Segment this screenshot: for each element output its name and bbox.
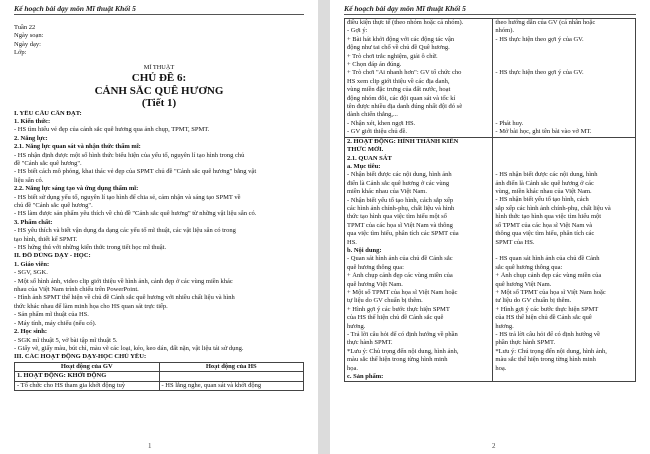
body-line: 2.2. Năng lực sáng tạo và ứng dụng thẩm mĩ: — [14, 185, 139, 193]
hs-content-line: + Một số TPMT của họa sĩ Việt Nam hoặc — [495, 288, 606, 296]
hs-activity-cell: - HS lắng nghe, quan sát và khởi động — [159, 381, 304, 390]
subject-label: MĨ THUẬT — [143, 63, 175, 71]
content-title: b. Nội dung: — [347, 246, 382, 254]
body-line: - HS biết sử dụng yếu tố, nguyên lí tạo hình để chia sẻ, cảm nhận và sáng tạo SPMT về — [14, 193, 241, 201]
hs-line: - HS thực hiện theo gợi ý của GV. — [495, 35, 584, 43]
hs-content-line: + Ảnh chụp cảnh đẹp các vùng miền của — [495, 272, 602, 280]
page-number: 2 — [492, 442, 496, 450]
gv-content-line: quê hương thông qua: — [347, 263, 404, 271]
body-line: - HS hứng thú với những kiến thức trong tiết học mĩ thuật. — [14, 244, 167, 252]
hs-line — [495, 95, 633, 103]
gv-content-line: màu sắc thể hiện trong từng hình minh — [347, 356, 448, 364]
header-divider — [14, 14, 304, 15]
section-title-cell — [345, 137, 493, 382]
gv-goal-line: - Nhận biết được các nội dung, hình ảnh — [347, 171, 452, 179]
body-line: - HS nhận định được một số hình thức biểu hiện của yếu tố, nguyên lí tạo hình trong chủ — [14, 151, 245, 159]
gv-goal-line: miền khác nhau của Việt Nam. — [347, 188, 427, 196]
gv-goal-line: thức tạo hình qua việc tìm hiểu một số — [347, 213, 447, 221]
body-line: 2. Năng lực: — [14, 134, 48, 142]
hs-goal-line: hình thức tạo hình qua việc tìm hiểu một — [495, 213, 602, 221]
hs-content-line: - HS trả lời câu hỏi để có định hướng về — [495, 330, 601, 338]
gv-line: tên được nhiều địa danh đúng nhất đội đó sẽ — [347, 103, 463, 111]
gv-line: + Chọn đáp án đúng. — [347, 61, 402, 69]
gv-goal-line: điển là Cảnh sắc quê hương ở các vùng — [347, 179, 450, 187]
body-line: - Sản phẩm mĩ thuật của HS. — [14, 311, 89, 319]
gv-content-line: thực hành SPMT. — [347, 339, 393, 347]
hs-content-line: - HS quan sát hình ảnh của chủ đề Cảnh — [495, 255, 600, 263]
gv-content-line: - Quan sát hình ảnh của chủ đề Cảnh sắc — [347, 255, 453, 263]
gv-line: - Nhận xét, khen ngợi HS. — [347, 119, 416, 127]
body-line: nhau của Việt Nam trình chiếu trên PowerPoint. — [14, 286, 139, 294]
gv-line: điều kiện thực tế (theo nhóm hoặc cả nhóm). — [347, 19, 464, 26]
gv-content-line: họa. — [347, 364, 359, 372]
body-line: 2. Học sinh: — [14, 328, 48, 336]
hs-line — [495, 53, 633, 61]
gv-line: - GV giới thiệu chủ đề. — [347, 128, 408, 136]
hs-line — [495, 61, 633, 69]
hs-content-line: quê hương Việt Nam. — [495, 280, 552, 288]
body-line: II. ĐỒ DÙNG DẠY - HỌC: — [14, 252, 91, 260]
hs-line — [495, 78, 633, 86]
gv-activity-cell: - Tổ chức cho HS tham gia khởi động tuỳ — [15, 381, 160, 390]
body-line: chủ đề "Cảnh sắc quê hương". — [14, 202, 93, 209]
hs-content-line: tư liệu do GV chuẩn bị thêm. — [495, 297, 572, 305]
body-line: - HS yêu thích và biết vận dụng đa dạng các yếu tố mĩ thuật, các vật liệu sẵn có trong — [14, 227, 236, 235]
gv-content-line: + Ảnh chụp cảnh đẹp các vùng miền của — [347, 272, 453, 280]
hs-goal-line: thông qua việc tìm hiểu, phân tích các — [495, 230, 595, 238]
document-page-1 — [0, 0, 318, 454]
body-line: - SGV, SGK. — [14, 269, 48, 277]
body-line: 1. Kiến thức: — [14, 117, 51, 125]
running-header: Kế hoạch bài dạy môn Mĩ thuật Khối 5 — [344, 4, 466, 13]
hs-content-line: hoạ. — [495, 364, 507, 372]
meta-line: Ngày soạn: — [14, 32, 44, 40]
hs-content-line: của HS thể hiện chủ đề Cảnh sắc quê — [495, 314, 592, 322]
body-line: - Giấy vẽ, giấy màu, bút chì, màu vẽ các loại, kéo, keo dán, đất nặn, vật liệu tái sử dụng. — [14, 344, 244, 352]
page-number: 1 — [148, 442, 152, 450]
body-line: - HS làm được sản phẩm yêu thích về chủ đề "Cảnh sắc quê hương" từ những vật liệu sẵn có. — [14, 210, 257, 218]
body-line: - Một số hình ảnh, video clip giới thiệu về hình ảnh, cảnh đẹp ở các vùng miền khác — [14, 277, 233, 285]
table-header-gv: Hoạt động của GV — [15, 362, 160, 371]
hs-warmup-cell — [493, 19, 636, 138]
gv-content-line: + Hình gợi ý các bước thực hiện SPMT — [347, 305, 450, 313]
page-1-content — [14, 24, 304, 391]
body-line: liệu sẵn có. — [14, 176, 44, 184]
gv-content-line: của HS thể hiện chủ đề Cảnh sắc quê — [347, 314, 444, 322]
body-line: - HS tìm hiểu vẻ đẹp của cảnh sắc quê hương qua ảnh chụp, TPMT, SPMT. — [14, 126, 210, 134]
hs-line — [495, 86, 633, 94]
lesson-meta — [14, 24, 304, 58]
body-line: 1. Giáo viên: — [14, 260, 50, 268]
body-line: - HS biết cách mô phỏng, khai thác vẻ đẹp của SPMT chủ đề "Cảnh sắc quê hương" bằng vật — [14, 168, 257, 176]
body-line: 3. Phẩm chất: — [14, 218, 53, 226]
hs-content-line: + Hình gợi ý các bước thực hiện SPMT — [495, 305, 599, 313]
title-line: CẢNH SẮC QUÊ HƯƠNG — [94, 84, 224, 97]
hs-content-line: màu sắc thể hiện trong từng hình minh — [495, 356, 596, 364]
meta-line: Lớp: — [14, 49, 27, 57]
hs-content-line: hương. — [495, 322, 514, 330]
hs-goal-line: sắp xếp các hình ảnh chính-phụ, chất liệu và — [495, 204, 611, 212]
hs-goal-line: SPMT của HS. — [495, 238, 535, 246]
gv-line: + Bài hát khởi động với các động tác vận — [347, 35, 455, 43]
activity-row-empty — [159, 372, 304, 381]
activity-table-continued — [344, 18, 636, 382]
body-line: tạo hình, thiết kế SPMT. — [14, 235, 78, 243]
gv-goal-line: qua việc tìm hiểu, phân tích các SPMT của — [347, 230, 459, 238]
hs-line: - HS thực hiện theo gợi ý của GV. — [495, 69, 584, 77]
body-line: III. CÁC HOẠT ĐỘNG DẠY-HỌC CHỦ YẾU: — [14, 353, 147, 361]
table-header-hs: Hoạt động của HS — [159, 362, 304, 371]
product-title: c. Sản phẩm: — [347, 373, 384, 381]
hs-observe-cell — [493, 137, 636, 382]
hs-goal-line: số TPMT của các họa sĩ Việt Nam và — [495, 221, 593, 229]
body-line: đề "Cảnh sắc quê hương". — [14, 159, 82, 167]
gv-goal-line: HS. — [347, 238, 357, 246]
section-title-line: THỨC MỚI. — [347, 146, 384, 154]
gv-content-line: - Trả lời câu hỏi để có định hướng về phần — [347, 331, 458, 339]
body-line: I. YÊU CẦU CẦN ĐẠT: — [14, 109, 82, 117]
gv-line: động như tai chố về chủ đề Quê hương. — [347, 44, 450, 52]
hs-content-line: *Lưu ý: Chú trọng đến nội dung, hình ảnh, — [495, 347, 607, 355]
hs-content-line: sắc quê hương thông qua: — [495, 263, 563, 271]
hs-content-line: phần thực hành SPMT. — [495, 339, 556, 347]
hs-line: - Phát huy. — [495, 119, 524, 127]
hs-line — [495, 44, 633, 52]
gv-line: vùng miền đặc trưng của đất nước, hoạt — [347, 86, 451, 94]
gv-content-line: tự liệu do GV chuẩn bị thêm. — [347, 297, 423, 305]
hs-line: - Mở bài học, ghi tên bài vào vở MT. — [495, 128, 592, 136]
body-line: - Máy tính, máy chiếu (nếu có). — [14, 319, 97, 327]
gv-content-line: *Lưu ý: Chủ trọng đến nội dung, hình ảnh, — [347, 347, 459, 355]
gv-line: dành chiến thắng,... — [347, 111, 398, 119]
hs-line — [495, 111, 633, 119]
lesson-body — [14, 110, 304, 362]
gv-content-line: hương. — [347, 322, 366, 330]
meta-line: Tuần 22 — [14, 24, 36, 31]
goal-title: a. Mục tiêu: — [347, 162, 381, 170]
gv-warmup-cell — [345, 19, 493, 138]
lesson-title — [14, 72, 304, 110]
hs-goal-line: - HS nhận biết yếu tố tạo hình, cách — [495, 196, 589, 204]
gv-line: + Trò chơi "Ai nhanh hơn": GV tổ chức cho — [347, 69, 462, 77]
body-line: thức khác nhau để làm minh họa cho HS quan sát trực tiếp. — [14, 302, 168, 310]
hs-goal-line: - HS nhận biết được các nội dung, hình — [495, 171, 598, 179]
meta-line: Ngày dạy: — [14, 40, 41, 48]
gv-content-line: + Một số TPMT của họa sĩ Việt Nam hoặc — [347, 289, 458, 296]
gv-line: động nhóm đôi, các đội quan sát và tốc kí — [347, 94, 456, 102]
gv-content-line: quê hương Việt Nam. — [347, 280, 403, 288]
title-line: (Tiết 1) — [141, 97, 177, 110]
document-page-2 — [330, 0, 650, 454]
gv-line: HS xem clip giới thiệu về các địa danh, — [347, 77, 450, 85]
observe-title: 2.1. QUAN SÁT — [347, 154, 392, 162]
page-2-content — [344, 18, 636, 382]
hs-line — [495, 103, 633, 111]
hs-goal-line: vùng, miền khác nhau của Việt Nam. — [495, 188, 592, 196]
body-line: 2.1. Năng lực quan sát và nhận thức thẩm mĩ: — [14, 143, 141, 151]
section-title-line: 2. HOẠT ĐỘNG: HÌNH THÀNH KIẾN — [347, 137, 459, 145]
hs-line: nhóm). — [495, 27, 515, 35]
hs-goal-line: ảnh điển là Cảnh sắc quê hương ở các — [495, 179, 594, 187]
activity-row-title: 1. HOẠT ĐỘNG: KHỞI ĐỘNG — [15, 372, 160, 381]
gv-goal-line: TPMT của các họa sĩ Việt Nam và thông — [347, 221, 453, 229]
gv-line: + Trò chơi trắc nghiệm, giải ô chữ. — [347, 52, 438, 60]
gv-goal-line: các hình ảnh chính-phụ, chất liệu và hình — [347, 204, 455, 212]
hs-line: theo hướng dẫn của GV (cá nhân hoặc — [495, 19, 596, 26]
title-line: CHỦ ĐỀ 6: — [131, 72, 187, 85]
gv-goal-line: - Nhận biết yếu tố tạo hình, cách sắp xếp — [347, 196, 454, 204]
activity-table — [14, 362, 304, 391]
header-divider — [344, 14, 636, 15]
body-line: - Hình ảnh SPMT thể hiện về chủ đề Cảnh sắc quê hương với nhiều chất liệu và hình — [14, 294, 235, 302]
running-header: Kế hoạch bài dạy môn Mĩ thuật Khối 5 — [14, 4, 136, 13]
gv-line: - Gợi ý: — [347, 27, 368, 35]
body-line: - SGK mĩ thuật 5, vở bài tập mĩ thuật 5. — [14, 336, 118, 344]
